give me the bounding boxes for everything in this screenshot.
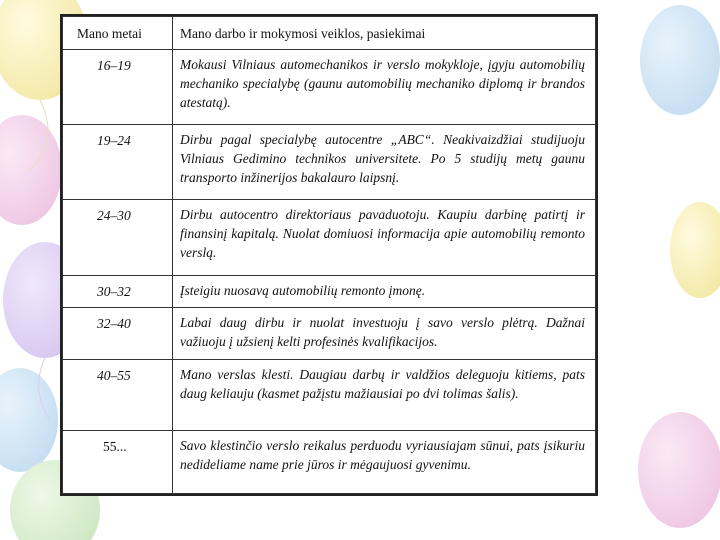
table-row xyxy=(63,431,596,494)
description-cell: Įsteigiu nuosavą automobilių remonto įmonę. xyxy=(173,276,596,308)
header-description: Mano darbo ir mokymosi veiklos, pasiekimai xyxy=(173,17,596,50)
age-cell: 19–24 xyxy=(63,125,173,200)
description-cell: Labai daug dirbu ir nuolat investuoju į savo verslo plėtrą. Dažnai važiuoju į užsienį kelti profesinės kvalifikacijos. xyxy=(173,308,596,360)
description-cell: Savo klestinčio verslo reikalus perduodu vyriausiajam sūnui, pats įsikuriu nedideliame name prie jūros ir mėgaujuosi gyvenimu. xyxy=(173,431,596,494)
description-cell: Dirbu pagal specialybę autocentre „ABC“. Neakivaizdžiai studijuoju Vilniaus Gedimino technikos universitete. Po 5 studijų metų gaunu transporto inžinerijos bakalauro laipsnį. xyxy=(173,125,596,200)
age-cell: 40–55 xyxy=(63,360,173,431)
table-row xyxy=(63,360,596,431)
age-cell: 32–40 xyxy=(63,308,173,360)
description-cell: Dirbu autocentro direktoriaus pavaduotoju. Kaupiu darbinę patirtį ir finansinį kapitalą. Nuolat domiuosi informacija apie automobilių remonto verslą. xyxy=(173,200,596,276)
age-cell: 16–19 xyxy=(63,50,173,125)
age-cell: 55... xyxy=(63,431,173,494)
table-row xyxy=(63,308,596,360)
table-row xyxy=(63,50,596,125)
table-row xyxy=(63,125,596,200)
career-plan-table xyxy=(60,14,598,496)
table-header-row xyxy=(63,17,596,50)
description-cell: Mokausi Vilniaus automechanikos ir verslo mokykloje, įgyju automobilių mechaniko specialybę (gaunu automobilių mechaniko diplomą ir brandos atestatą). xyxy=(173,50,596,125)
description-cell: Mano verslas klesti. Daugiau darbų ir valdžios deleguoju kitiems, pats daug keliauju (kasmet pažįstu mažiausiai po dvi tolimas šalis). xyxy=(173,360,596,431)
table-row xyxy=(63,276,596,308)
age-cell: 24–30 xyxy=(63,200,173,276)
age-cell: 30–32 xyxy=(63,276,173,308)
header-age: Mano metai xyxy=(63,17,173,50)
table-row xyxy=(63,200,596,276)
